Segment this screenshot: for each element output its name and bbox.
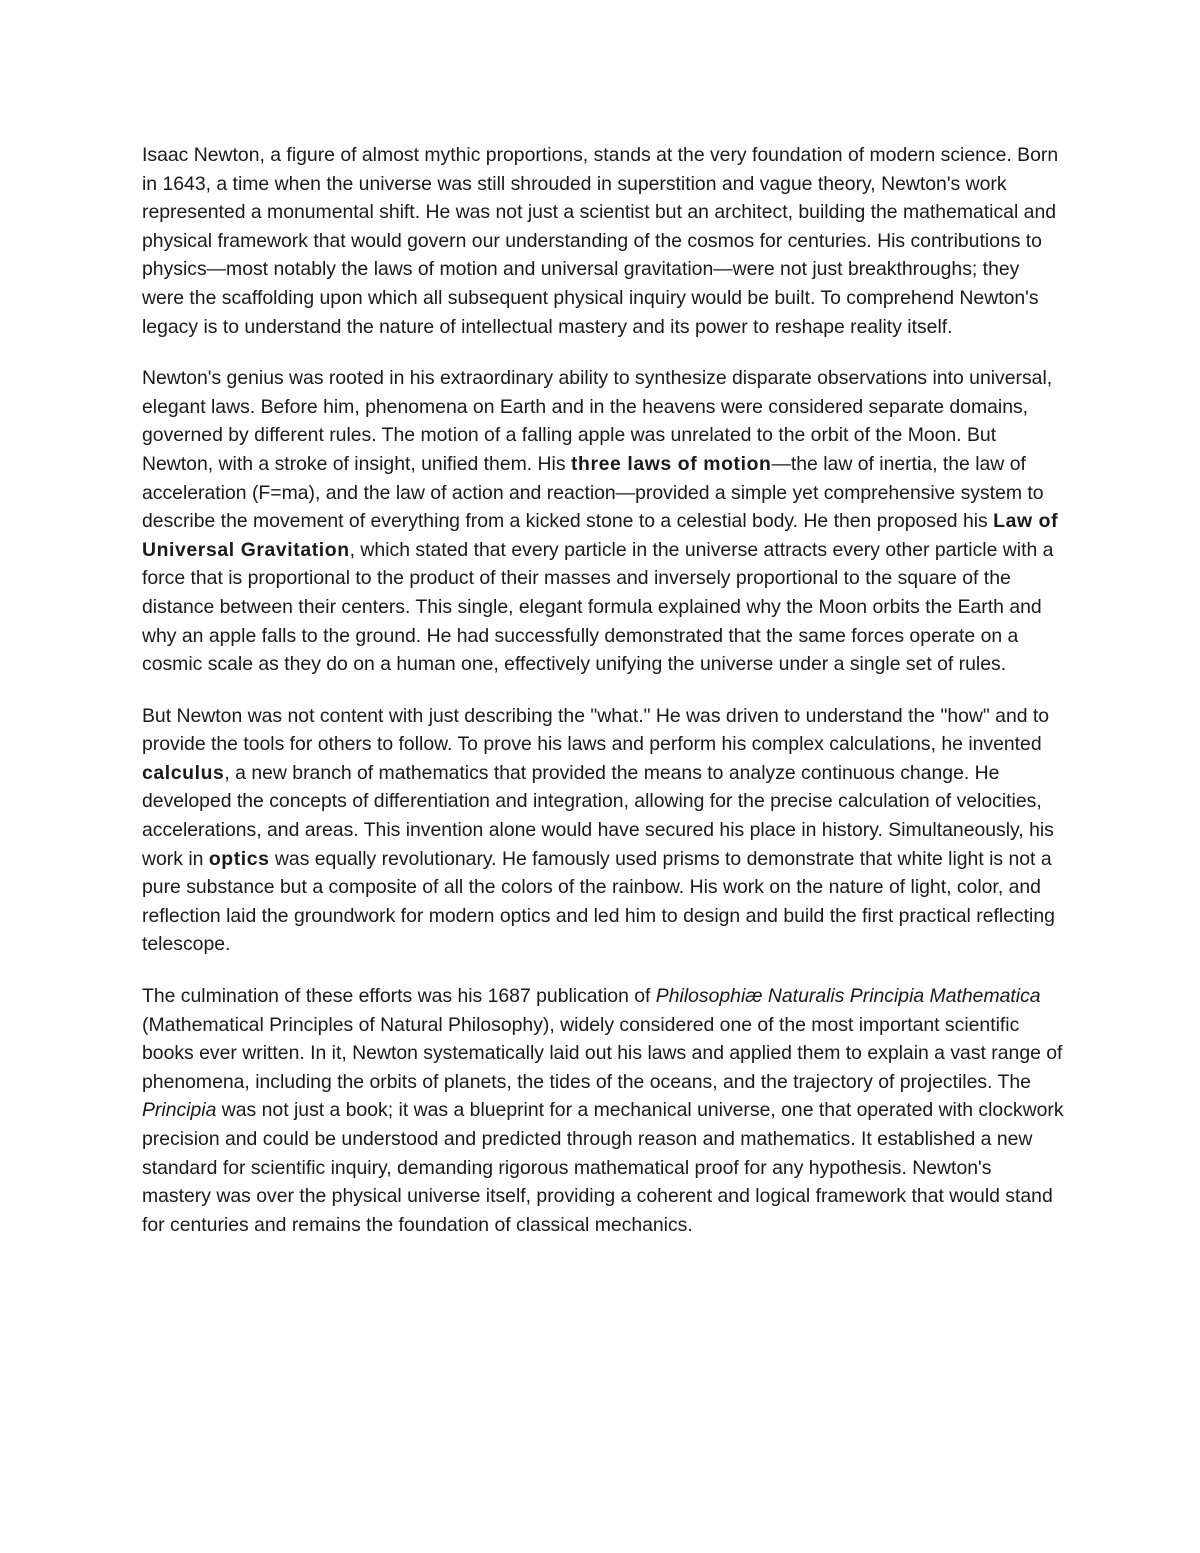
italic-title-principia-full: Philosophiæ Naturalis Principia Mathematica bbox=[655, 985, 1041, 1008]
paragraph-text: was equally revolutionary. He famously used prisms to demonstrate that white light is not a pure substance but a composite of all the colors of the rainbow. His work on the nature of light, color, and reflection laid the groundwork for modern optics and led him to design and build the first practical reflecting telescope. bbox=[142, 847, 1055, 956]
paragraph-text: , a new branch of mathematics that provided the means to analyze continuous change. He developed the concepts of differentiation and integration, allowing for the precise calculation of velocities, accelerations, and areas. This invention alone would have secured his place in history. Simultaneously, his work in bbox=[142, 761, 1054, 870]
paragraph-text: But Newton was not content with just describing the "what." He was driven to understand the "how" and to provide the tools for others to follow. To prove his laws and perform his complex calculations, he invented bbox=[142, 704, 1050, 756]
paragraph-laws bbox=[142, 364, 1064, 679]
paragraph-text: —the law of inertia, the law of acceleration (F=ma), and the law of action and reaction—provided a simple yet comprehensive system to describe the movement of everything from a kicked stone to a celestial body. He then proposed his bbox=[142, 452, 1044, 533]
document-body bbox=[142, 141, 1064, 1263]
bold-term-optics: optics bbox=[208, 847, 270, 870]
italic-title-principia: Principia bbox=[142, 1099, 217, 1122]
bold-term-calculus: calculus bbox=[142, 761, 225, 784]
bold-term-three-laws-of-motion: three laws of motion bbox=[570, 452, 772, 475]
paragraph-text: Isaac Newton, a figure of almost mythic proportions, stands at the very foundation of modern science. Born in 1643, a time when the universe was still shrouded in superstition and vague theory, Newton's work represented a monumental shift. He was not just a scientist but an architect, building the mathematical and physical framework that would govern our understanding of the cosmos for centuries. His contributions to physics—most notably the laws of motion and universal gravitation—were not just breakthroughs; they were the scaffolding upon which all subsequent physical inquiry would be built. To comprehend Newton's legacy is to understand the nature of intellectual mastery and its power to reshape reality itself. bbox=[142, 144, 1059, 338]
paragraph-text: was not just a book; it was a blueprint for a mechanical universe, one that operated with clockwork precision and could be understood and predicted through reason and mathematics. It established a new standard for scientific inquiry, demanding rigorous mathematical proof for any hypothesis. Newton's mastery was over the physical universe itself, providing a coherent and logical framework that would stand for centuries and remains the foundation of classical mechanics. bbox=[142, 1099, 1064, 1236]
paragraph-text: Newton's genius was rooted in his extraordinary ability to synthesize disparate observations into universal, elegant laws. Before him, phenomena on Earth and in the heavens were considered separate domains, governed by different rules. The motion of a falling apple was unrelated to the orbit of the Moon. But Newton, with a stroke of insight, unified them. His bbox=[142, 367, 1053, 475]
paragraph-text: (Mathematical Principles of Natural Philosophy), widely considered one of the most important scientific books ever written. In it, Newton systematically laid out his laws and applied them to explain a vast range of phenomena, including the orbits of planets, the tides of the oceans, and the trajectory of projectiles. The bbox=[142, 1013, 1063, 1093]
paragraph-calculus-optics bbox=[142, 702, 1064, 959]
paragraph-text: The culmination of these efforts was his 1687 publication of bbox=[142, 985, 656, 1008]
bold-term-law-of-universal-gravitation: Law of Universal Gravitation bbox=[142, 510, 1059, 561]
paragraph-text: , which stated that every particle in the universe attracts every other particle with a force that is proportional to the product of their masses and inversely proportional to the square of the distance between their centers. This single, elegant formula explained why the Moon orbits the Earth and why an apple falls to the ground. He had successfully demonstrated that the same forces operate on a cosmic scale as they do on a human one, effectively unifying the universe under a single set of rules. bbox=[142, 538, 1054, 676]
paragraph-principia bbox=[142, 982, 1064, 1239]
paragraph-intro bbox=[142, 141, 1064, 341]
